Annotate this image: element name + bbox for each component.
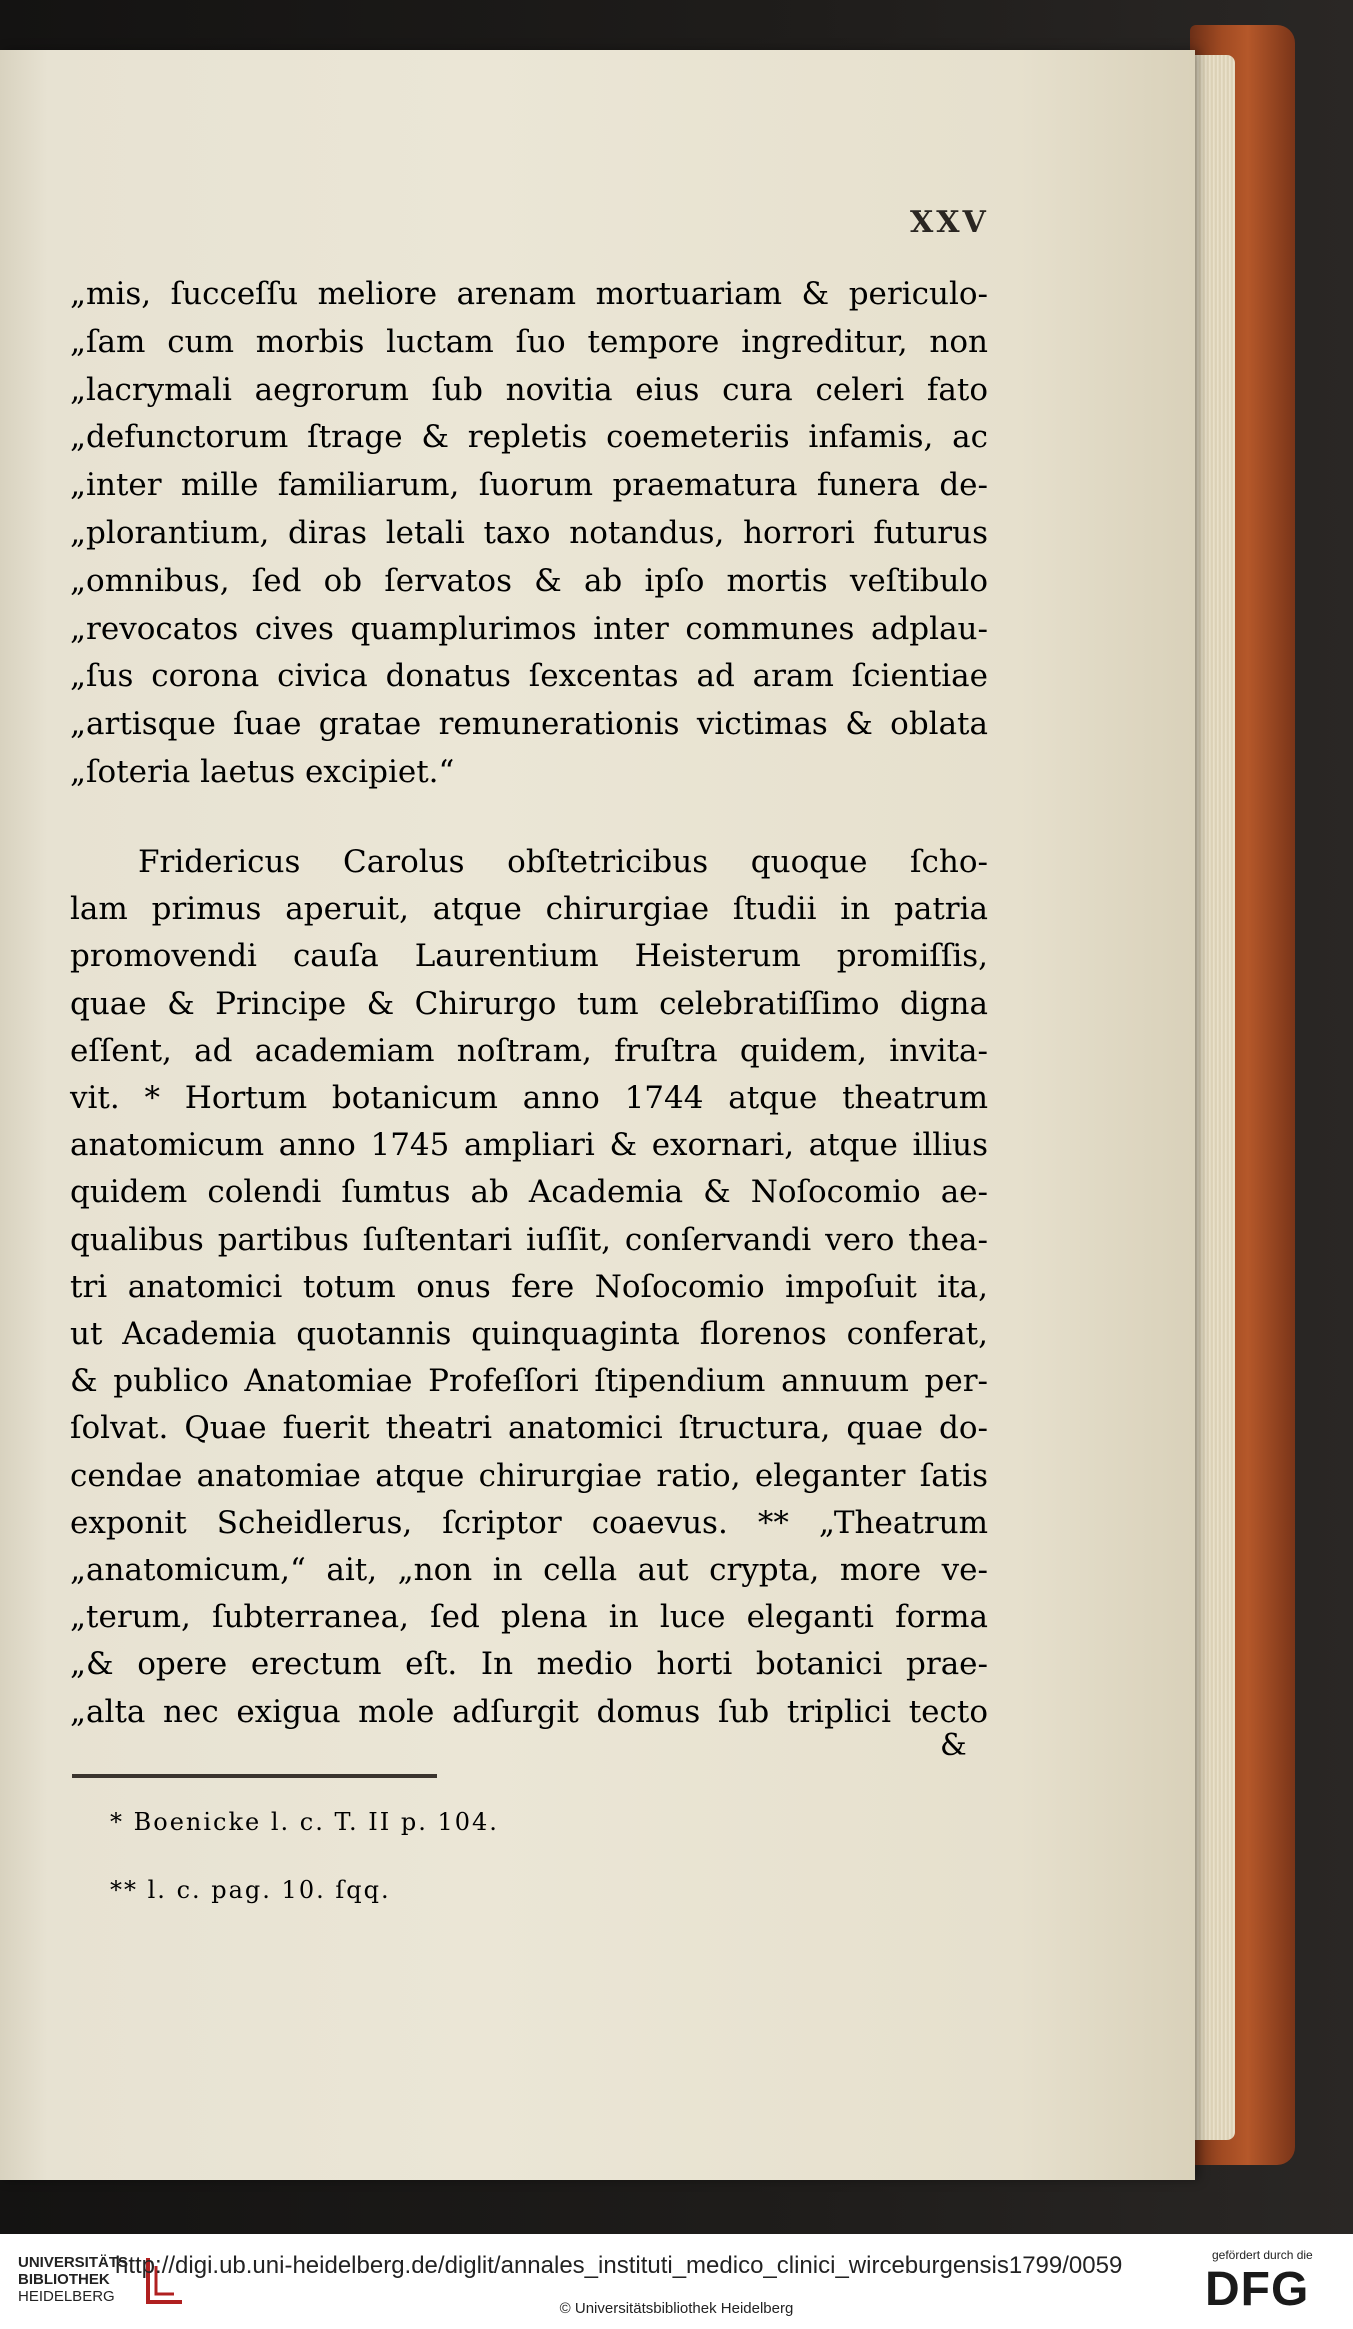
text-line: ut Academia quotannis quinquaginta florenos conferat, bbox=[70, 1316, 988, 1352]
text-line: „terum, ſubterranea, ſed plena in luce eleganti forma bbox=[70, 1599, 988, 1636]
text-line: „omnibus, ſed ob ſervatos & ab ipſo mortis veſtibulo bbox=[70, 562, 988, 599]
footer-banner bbox=[0, 2234, 1353, 2329]
text-line: quidem colendi ſumtus ab Academia & Noſocomio ae- bbox=[70, 1174, 988, 1211]
library-logo-text bbox=[18, 2254, 128, 2305]
copyright-notice: © Universitätsbibliothek Heidelberg bbox=[559, 2300, 794, 2317]
text-line: „plorantium, diras letali taxo notandus, horrori futurus bbox=[70, 515, 988, 551]
text-line: eſſent, ad academiam noſtram, fruſtra quidem, invita- bbox=[70, 1032, 988, 1069]
text-line: „mis, ſucceſſu meliore arenam mortuariam & periculo- bbox=[70, 276, 988, 312]
text-line: ſolvat. Quae fuerit theatri anatomici ſtructura, quae do- bbox=[70, 1410, 988, 1447]
text-line: „ſus corona civica donatus ſexcentas ad aram ſcientiae bbox=[70, 658, 988, 695]
text-line: „& opere erectum eſt. In medio horti botanici prae- bbox=[70, 1646, 988, 1683]
footnote-2: ** l. c. pag. 10. ſqq. bbox=[110, 1876, 391, 1904]
institution-line-3: HEIDELBERG bbox=[18, 2288, 115, 2305]
text-line: „revocatos cives quamplurimos inter communes adplau- bbox=[70, 610, 988, 647]
text-line: „inter mille familiarum, ſuorum praematura funera de- bbox=[70, 467, 988, 504]
text-line: „alta nec exigua mole adſurgit domus ſub triplici tecto bbox=[70, 1693, 988, 1730]
text-line: „lacrymali aegrorum ſub novitia eius cura celeri fato bbox=[70, 371, 988, 408]
footnote-1: * Boenicke l. c. T. II p. 104. bbox=[110, 1808, 499, 1836]
text-line: „defunctorum ſtrage & repletis coemeteriis infamis, ac bbox=[70, 419, 988, 456]
text-line: promovendi cauſa Laurentium Heisterum promiſſis, bbox=[70, 938, 988, 975]
text-line: tri anatomici totum onus fere Noſocomio impoſuit ita, bbox=[70, 1268, 988, 1305]
institution-line-1: UNIVERSITÄTS bbox=[18, 2254, 129, 2271]
text-line: „anatomicum,“ ait, „non in cella aut crypta, more ve- bbox=[70, 1552, 988, 1588]
page-number: XXV bbox=[910, 205, 989, 240]
text-line: Fridericus Carolus obſtetricibus quoque ſcho- bbox=[138, 844, 988, 880]
catchword: & bbox=[940, 1728, 967, 1763]
dfg-logo: DFG bbox=[1205, 2263, 1310, 2316]
text-line: „artisque ſuae gratae remunerationis victimas & oblata bbox=[70, 706, 988, 743]
funded-by-label: gefördert durch die bbox=[1212, 2248, 1313, 2262]
text-line: anatomicum anno 1745 ampliari & exornari, atque illius bbox=[70, 1127, 988, 1164]
text-line: & publico Anatomiae Profeſſori ſtipendium annuum per- bbox=[70, 1363, 988, 1400]
permalink[interactable]: http://digi.ub.uni-heidelberg.de/diglit/annales_instituti_medico_clinici_wirceburgensis1799/0059 bbox=[115, 2252, 1123, 2279]
text-line: quae & Principe & Chirurgo tum celebratiſſimo digna bbox=[70, 985, 988, 1022]
footnote-rule bbox=[72, 1774, 437, 1778]
text-line: lam primus aperuit, atque chirurgiae ſtudii in patria bbox=[70, 891, 988, 928]
text-line: cendae anatomiae atque chirurgiae ratio, eleganter ſatis bbox=[70, 1457, 988, 1494]
text-line: exponit Scheidlerus, ſcriptor coaevus. ** „Theatrum bbox=[70, 1504, 988, 1541]
text-line: „ſam cum morbis luctam ſuo tempore ingreditur, non bbox=[70, 323, 988, 360]
text-line: qualibus partibus ſuſtentari iuſſit, conſervandi vero thea- bbox=[70, 1221, 988, 1258]
institution-line-2: BIBLIOTHEK bbox=[18, 2271, 110, 2288]
text-line: vit. * Hortum botanicum anno 1744 atque theatrum bbox=[70, 1080, 988, 1116]
text-line: „ſoteria laetus excipiet.“ bbox=[70, 754, 455, 790]
